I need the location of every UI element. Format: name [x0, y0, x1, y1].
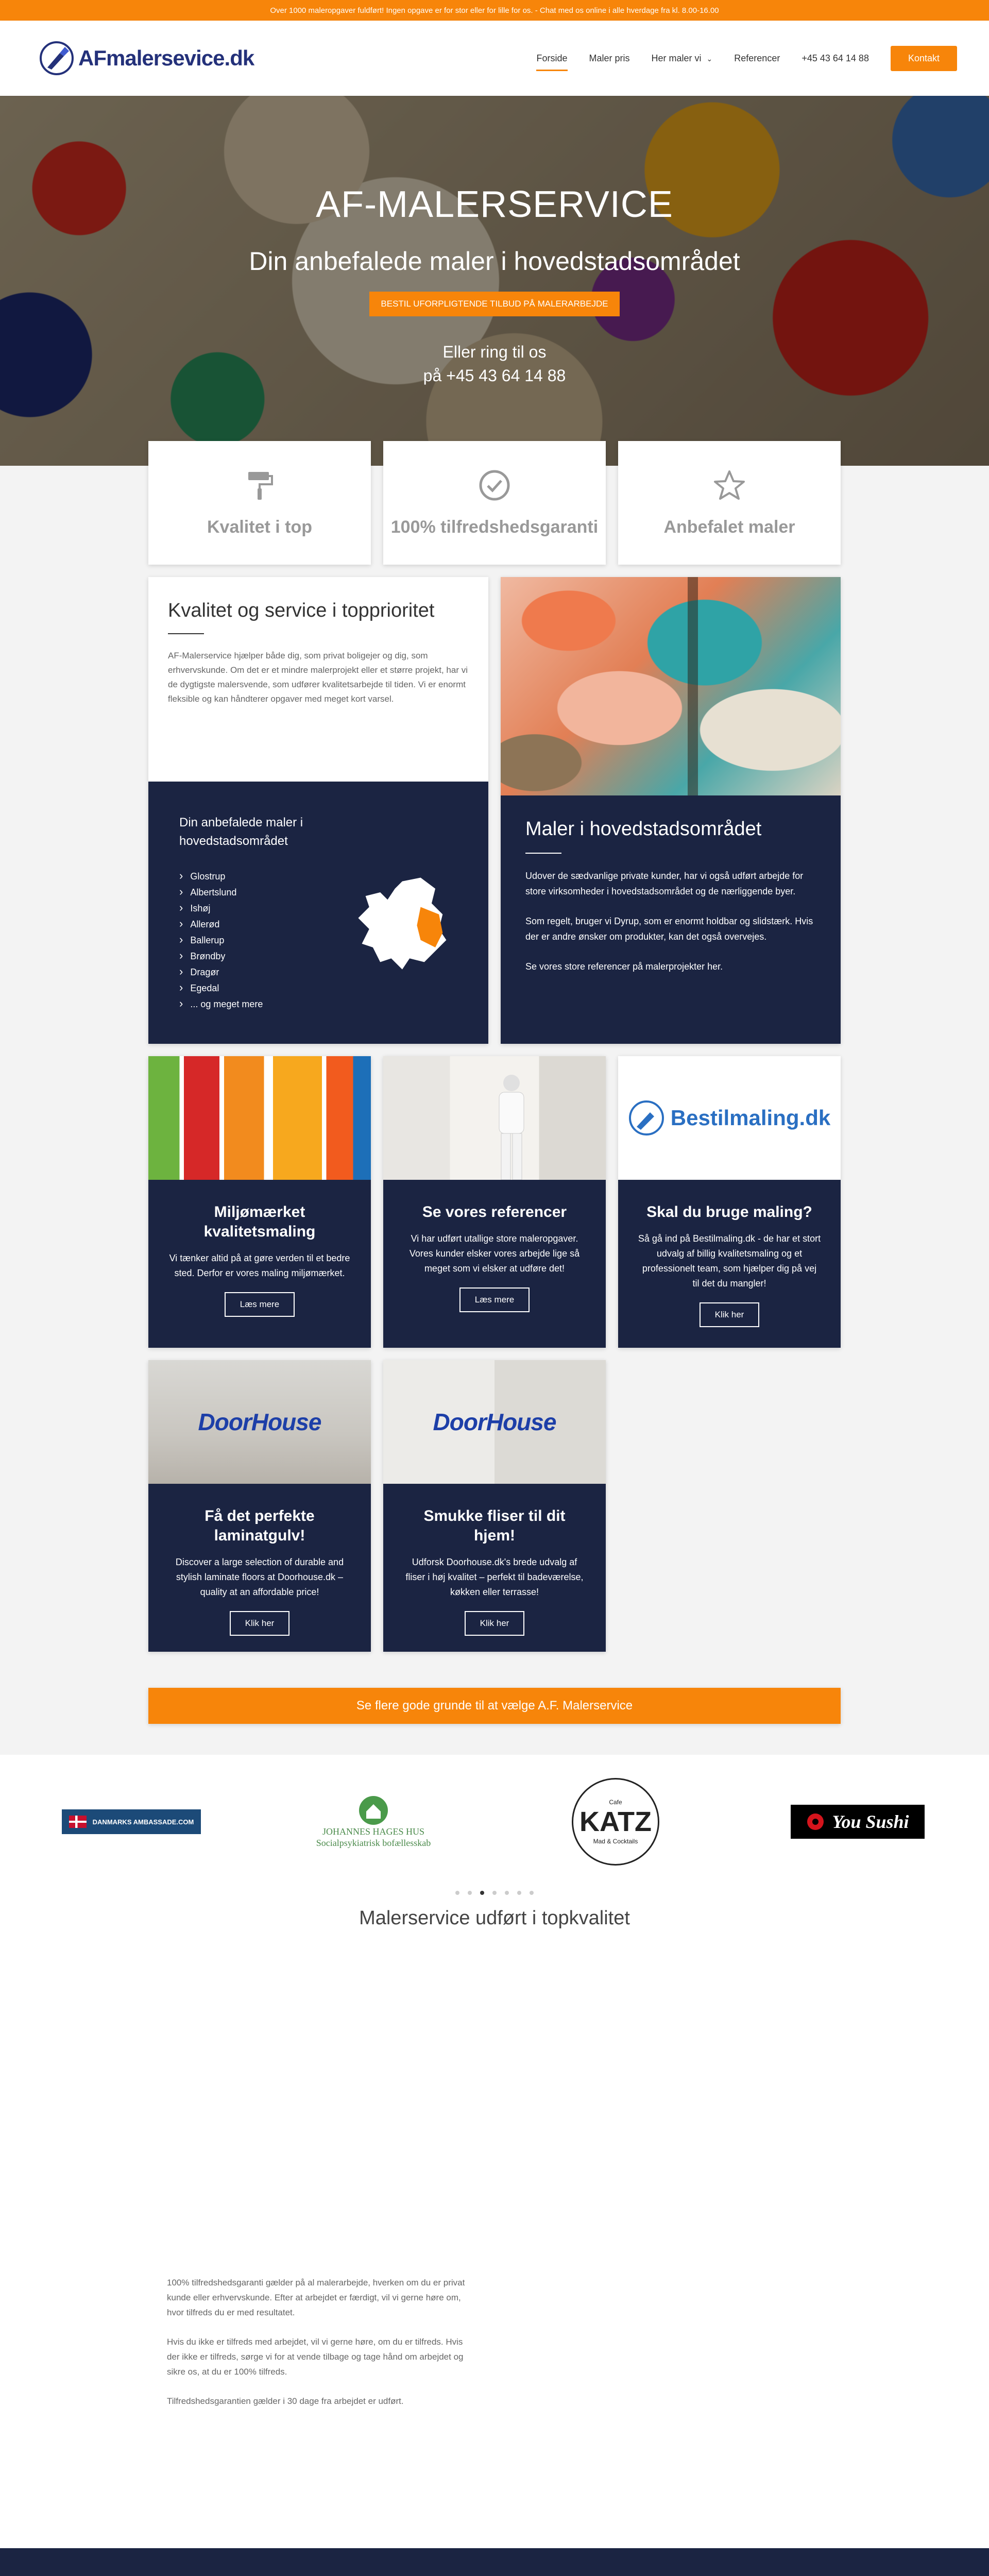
check-circle-icon — [478, 469, 511, 502]
carousel-dot[interactable] — [468, 1891, 472, 1895]
city-item[interactable]: › ... og meget mere — [179, 996, 347, 1012]
paint-rollers-photo — [148, 1056, 371, 1180]
capital-text-3: Se vores store referencer på malerprojekter her. — [525, 961, 723, 972]
partner-you-sushi[interactable] — [786, 1791, 930, 1853]
card-laminate — [148, 1360, 371, 1652]
card-text: Discover a large selection of durable and stylish laminate floors at Doorhouse.dk – quality at an affordable price! — [175, 1557, 344, 1597]
right-column — [501, 577, 841, 1044]
painter-photo — [383, 1056, 606, 1180]
ambassade-logo-text: DANMARKS AMBASSADE.COM — [92, 1818, 194, 1826]
card-button[interactable]: Klik her — [700, 1302, 760, 1327]
carousel-dots — [0, 1891, 989, 1895]
hero-subtitle: Din anbefalede maler i hovedstadsområdet — [249, 247, 740, 276]
card-title: Få det perfekte laminatgulv! — [204, 1507, 315, 1544]
card-eco-paint — [148, 1056, 371, 1348]
star-icon — [713, 469, 746, 502]
card-title: Smukke fliser til dit hjem! — [423, 1507, 566, 1544]
logo-text: AFmalersevice.dk — [78, 46, 254, 70]
more-reasons-label: Se flere gode grunde til at vælge A.F. Malerservice — [356, 1699, 633, 1713]
feature-quality — [148, 441, 371, 565]
katz-bottom: Mad & Cocktails — [593, 1838, 638, 1845]
feature-title: Kvalitet i top — [207, 517, 313, 537]
chevron-down-icon: ⌄ — [706, 54, 713, 63]
carousel-dot[interactable] — [455, 1891, 459, 1895]
announcement-bar — [0, 0, 989, 21]
quality-paragraph-1: 100% tilfredshedsgaranti gælder på al malerarbejde, hverken om du er privat kunde eller erhvervskunde. Efter at arbejdet er færdigt, vil vi gerne høre om, hvor tilfreds du er med resultatet. — [167, 2278, 465, 2317]
announcement-text: Over 1000 maleropgaver fuldført! Ingen opgave er for stor eller for lille for os. - Chat med os online i alle hverdage fra kl. 8.00-16.00 — [270, 6, 719, 15]
partners-carousel — [0, 1755, 989, 1920]
card-title: Skal du bruge maling? — [646, 1204, 812, 1221]
danish-flag-icon — [69, 1816, 87, 1828]
paint-roller-icon — [243, 469, 276, 502]
left-column — [148, 577, 488, 1044]
intro-box — [148, 577, 488, 782]
city-item[interactable]: › Albertslund — [179, 884, 347, 900]
menu-item-referencer[interactable]: Referencer — [734, 53, 780, 63]
city-list — [179, 868, 347, 1012]
divider — [525, 853, 561, 854]
contact-button[interactable]: Kontakt — [891, 46, 957, 71]
bestilmaling-logo-text: Bestilmaling.dk — [670, 1106, 831, 1130]
sushi-icon — [806, 1812, 825, 1831]
intro-title: Kvalitet og service i topprioritet — [168, 600, 435, 621]
house-icon — [358, 1795, 389, 1826]
menu-item-her-maler-vi-label: Her maler vi — [651, 53, 702, 63]
city-item[interactable]: › Ishøj — [179, 900, 347, 916]
card-bestilmaling — [618, 1056, 841, 1348]
carousel-dot[interactable] — [492, 1891, 497, 1895]
city-item[interactable]: › Dragør — [179, 964, 347, 980]
hero-call — [0, 340, 989, 387]
card-tiles — [383, 1360, 606, 1652]
city-item[interactable]: › Allerød — [179, 916, 347, 932]
menu-item-her-maler-vi[interactable] — [652, 49, 713, 68]
city-item[interactable]: › Glostrup — [179, 868, 347, 884]
info-section — [148, 577, 841, 1044]
features-row — [148, 441, 841, 565]
areas-box — [148, 782, 488, 1044]
hages-line1: JOHANNES HAGES HUS — [322, 1826, 424, 1837]
carousel-dot[interactable] — [517, 1891, 521, 1895]
card-button[interactable]: Læs mere — [225, 1292, 295, 1317]
capital-text-2: Som regelt, bruger vi Dyrup, som er enormt holdbar og slidstærk. Hvis der er andre ønsker om produkter, kan det også overvejes. — [525, 916, 813, 942]
hero-call-line1: Eller ring til os — [442, 343, 547, 361]
menu-item-phone[interactable]: +45 43 64 14 88 — [802, 53, 869, 63]
quality-section — [0, 1907, 989, 2548]
partner-hages-hus[interactable] — [301, 1791, 446, 1853]
hero-call-phone[interactable]: på +45 43 64 14 88 — [423, 366, 566, 385]
card-title: Miljømærket kvalitetsmaling — [203, 1204, 316, 1240]
you-sushi-text: You Sushi — [832, 1811, 909, 1832]
quote-button[interactable]: BESTIL UFORPLIGTENDE TILBUD PÅ MALERARBEJDE — [369, 292, 619, 316]
site-logo[interactable] — [39, 41, 254, 76]
capital-text-1: Udover de sædvanlige private kunder, har vi også udført arbejde for store virksomheder i hovedstadsområdet og de nærliggende byer. — [525, 871, 804, 896]
laminate-photo — [148, 1360, 371, 1484]
doorhouse-logo: DoorHouse — [198, 1409, 321, 1435]
main-header — [0, 21, 989, 96]
brush-logo-icon — [628, 1100, 664, 1136]
feature-satisfaction — [383, 441, 606, 565]
carousel-dot[interactable] — [530, 1891, 534, 1895]
main-menu — [536, 46, 957, 71]
card-text: Vi tænker altid på at gøre verden til et bedre sted. Derfor er vores maling miljømærket. — [169, 1253, 350, 1278]
card-button[interactable]: Klik her — [230, 1611, 290, 1636]
capital-title: Maler i hovedstadsområdet — [525, 818, 762, 840]
bestilmaling-logo[interactable] — [618, 1056, 841, 1180]
areas-title: Din anbefalede maler i hovedstadsområdet — [179, 816, 303, 848]
card-text: Vi har udført utallige store maleropgaver. Vores kunder elsker vores arbejde lige så meget som vi elsker at udføre det! — [409, 1233, 580, 1274]
card-references — [383, 1056, 606, 1348]
quality-paragraph-3: Tilfredshedsgarantien gælder i 30 dage fra arbejdet er udført. — [167, 2396, 404, 2406]
card-text: Så gå ind på Bestilmaling.dk - de har et stort udvalg af billig kvalitetsmaling og et professionelt team, som hjælper dig på vej til det du mangler! — [638, 1233, 821, 1289]
quality-text — [167, 2275, 466, 2423]
card-title: Se vores referencer — [422, 1204, 567, 1221]
card-text: Udforsk Doorhouse.dk's brede udvalg af fliser i høj kvalitet – perfekt til badeværelse, køkken eller terrasse! — [405, 1557, 584, 1597]
feature-title: 100% tilfredshedsgaranti — [390, 517, 599, 537]
city-item[interactable]: › Egedal — [179, 980, 347, 996]
city-item[interactable]: › Brøndby — [179, 948, 347, 964]
carousel-dot[interactable] — [505, 1891, 509, 1895]
divider — [168, 633, 204, 634]
capital-box — [501, 795, 841, 1044]
katz-top: Cafe — [609, 1799, 622, 1806]
partner-ambassade[interactable] — [59, 1791, 203, 1853]
quality-title: Malerservice udført i topkvalitet — [359, 1907, 630, 1929]
hero-section — [0, 96, 989, 466]
hages-line2: Socialpsykiatrisk bofællesskab — [316, 1838, 431, 1848]
card-button[interactable]: Læs mere — [459, 1287, 530, 1312]
menu-item-forside[interactable]: Forside — [536, 49, 567, 68]
painter-figure-icon — [486, 1072, 537, 1180]
katz-name: KATZ — [579, 1806, 652, 1837]
feature-recommended — [618, 441, 841, 565]
carousel-dot-active[interactable] — [480, 1891, 484, 1895]
more-reasons-button[interactable] — [148, 1688, 841, 1724]
cards-grid — [148, 1056, 841, 1652]
intro-text: AF-Malerservice hjælper både dig, som privat boligejer og dig, som erhvervskunde. Om det er et mindre malerprojekt eller et større projekt, har vi de dygtigste malersvende, som udfører kvalitetsarbejde til tiden. Vi er enormt fleksible og kan håndterer opgaver med meget kort varsel. — [168, 651, 468, 704]
doorhouse-logo: DoorHouse — [433, 1409, 556, 1435]
city-item[interactable]: › Ballerup — [179, 932, 347, 948]
partner-katz[interactable] — [543, 1791, 688, 1853]
menu-item-maler-pris[interactable]: Maler pris — [589, 53, 630, 63]
card-button[interactable]: Klik her — [465, 1611, 525, 1636]
brush-logo-icon — [39, 41, 74, 76]
zealand-map-icon — [347, 844, 457, 999]
site-footer — [0, 2548, 989, 2576]
feature-title: Anbefalet maler — [663, 517, 795, 537]
paint-photo — [501, 577, 841, 795]
quality-paragraph-2: Hvis du ikke er tilfreds med arbejdet, vil vi gerne høre, om du er tilfreds. Hvis der ikke er tilfreds, sørge vi for at vende tilbage og tage hånd om arbejdet og sikre os, at du er 100% tilfreds. — [167, 2337, 464, 2377]
tiles-photo — [383, 1360, 606, 1484]
hero-title: AF-MALERSERVICE — [316, 184, 673, 225]
